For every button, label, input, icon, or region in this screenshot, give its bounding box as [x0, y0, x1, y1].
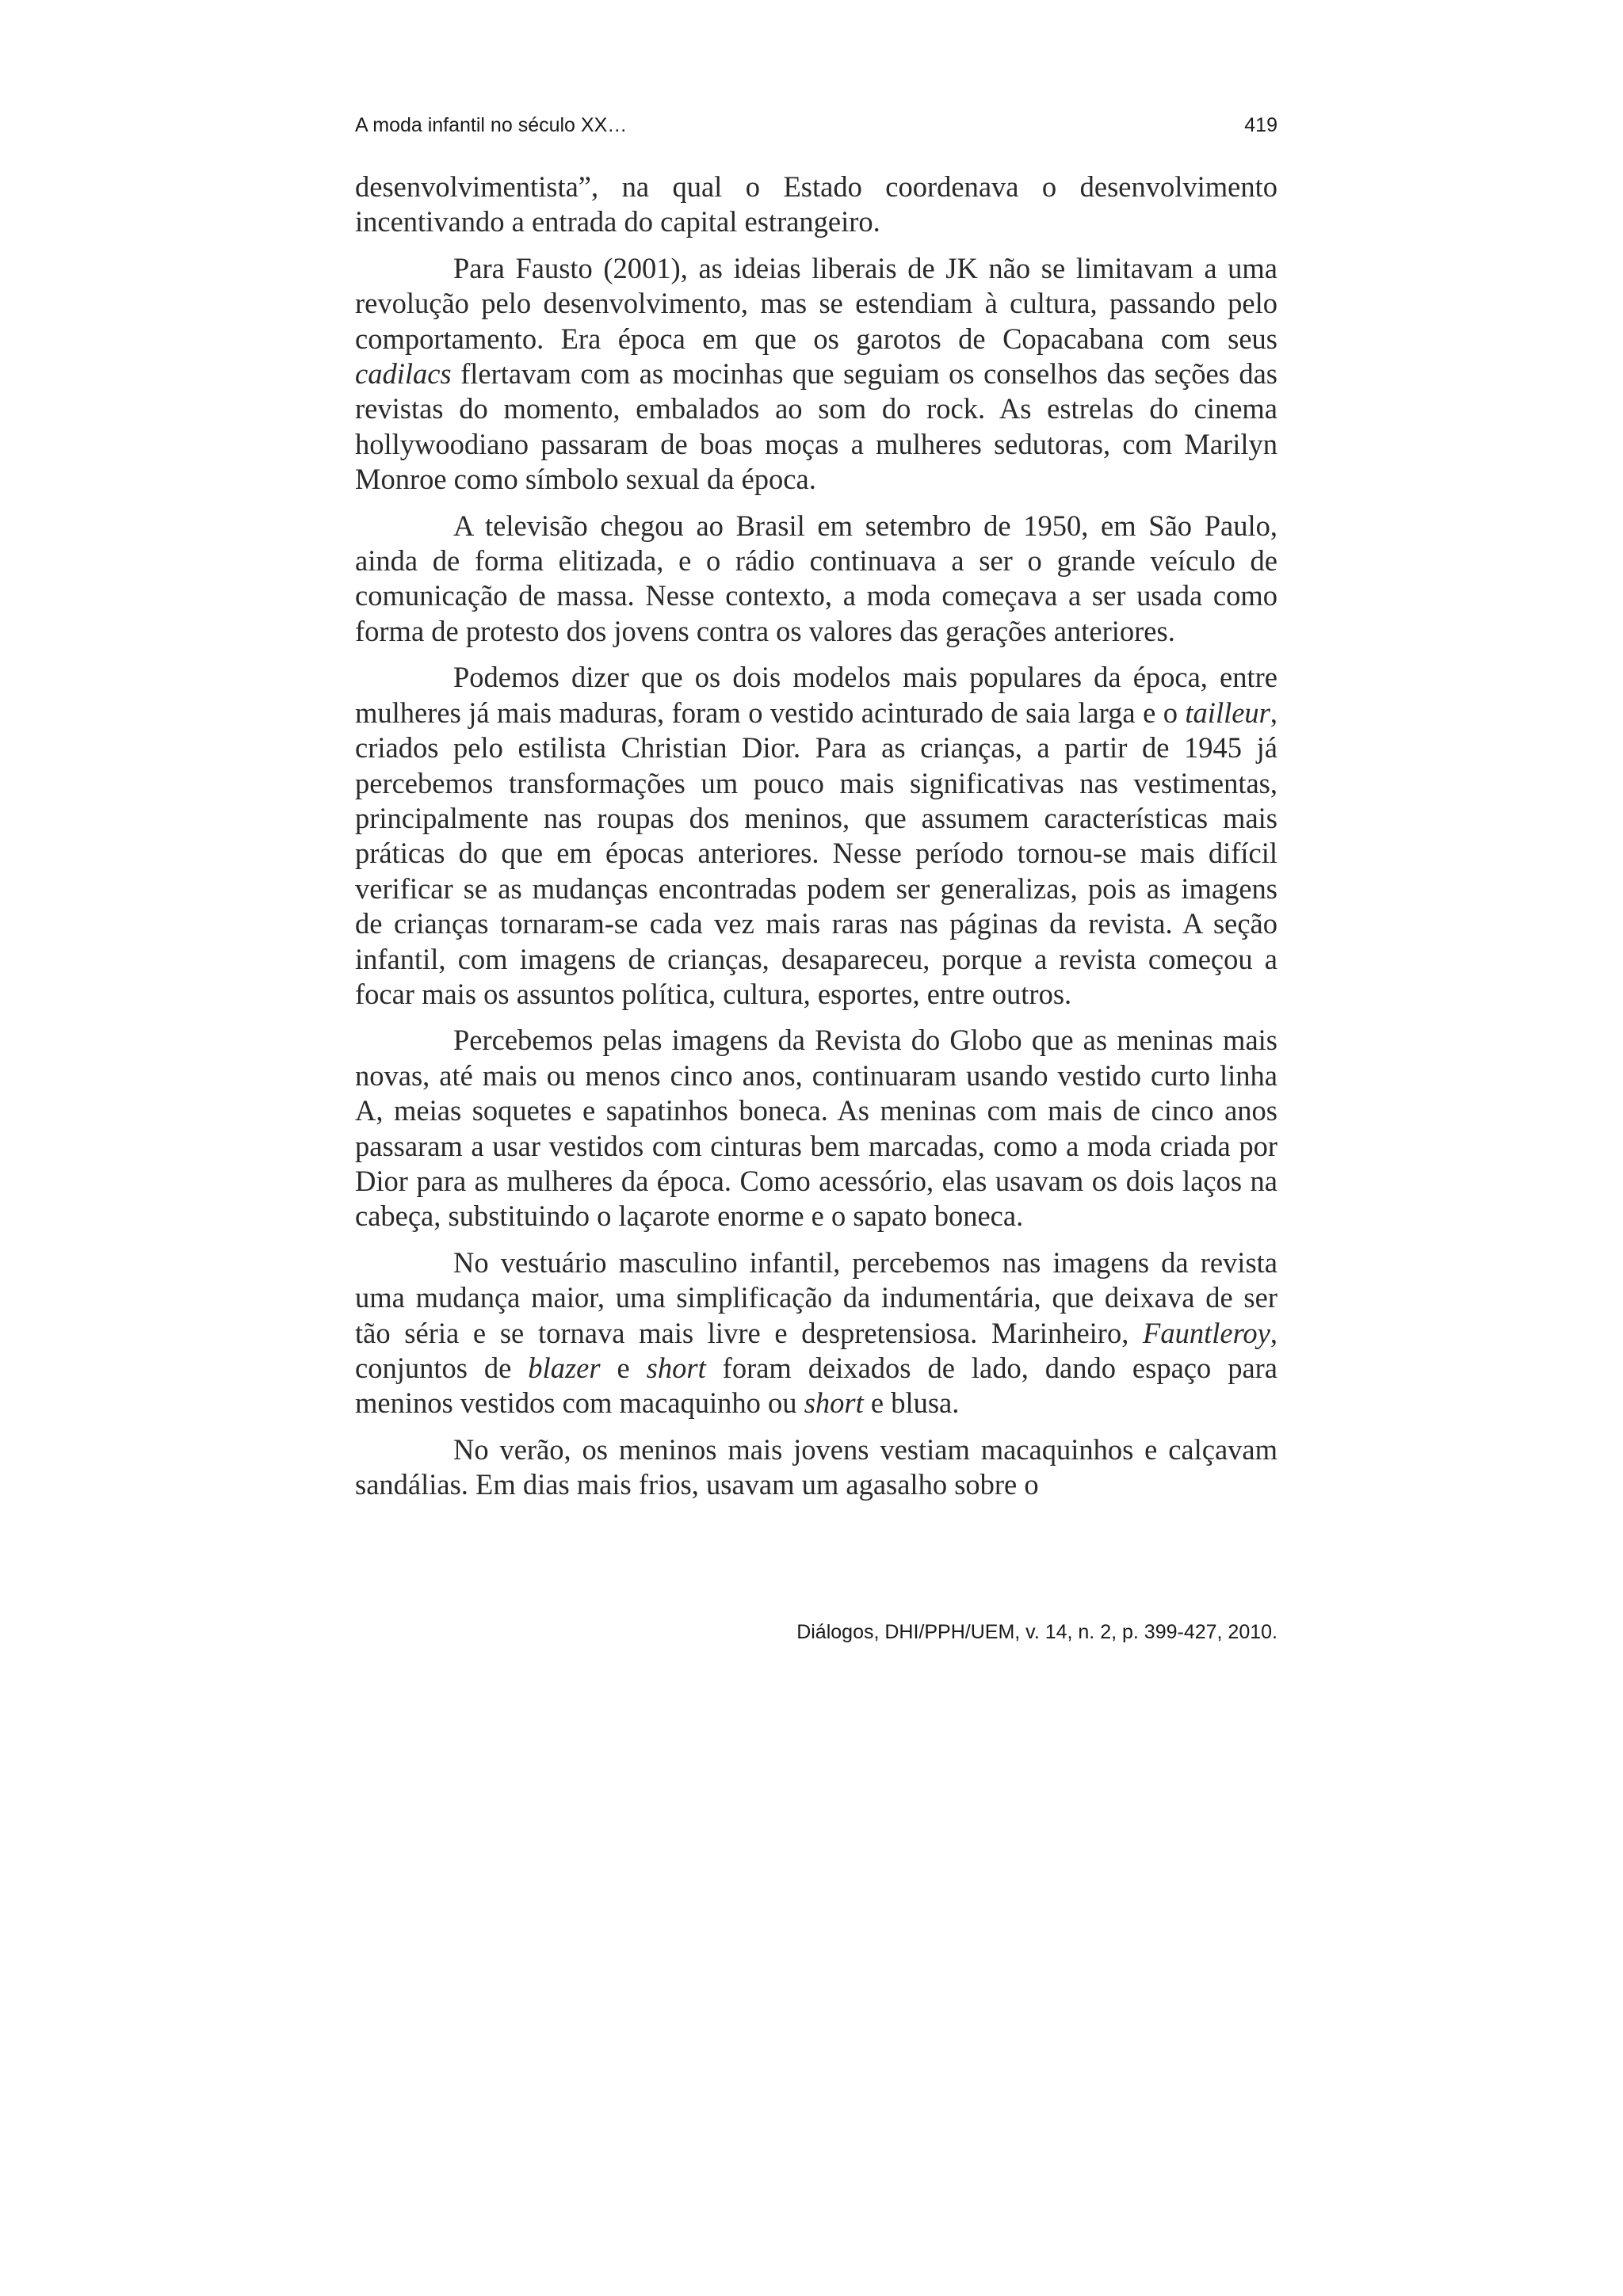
body-paragraph: [355, 1432, 1277, 1503]
running-title: A moda infantil no século XX…: [355, 114, 628, 136]
body-paragraph: [355, 170, 1277, 240]
paragraph-text: , conjuntos de: [355, 1316, 1277, 1384]
body-paragraph: [355, 1245, 1277, 1421]
page-header: [355, 114, 1277, 146]
paragraph-text: Para Fausto (2001), as ideias liberais de JK não se limitavam a uma revolução pelo desenvolvimento, mas se estendiam à cultura, passando pelo comportamento. Era época em que os garotos de Copacabana com seus: [355, 251, 1277, 355]
paragraph-text: No vestuário masculino infantil, percebemos nas imagens da revista uma mudança maior, uma simplificação da indumentária, que deixava de ser tão séria e se tornava mais livre e despretensiosa. Marinheiro,: [355, 1245, 1277, 1349]
paragraph-text: Percebemos pelas imagens da Revista do Globo que as meninas mais novas, até mais ou menos cinco anos, continuaram usando vestido curto linha A, meias soquetes e sapatinhos boneca. As meninas com mais de cinco anos passaram a usar vestidos com cinturas bem marcadas, como a moda criada por Dior para as mulheres da época. Como acessório, elas usavam os dois laços na cabeça, substituindo o laçarote enorme e o sapato boneca.: [355, 1024, 1277, 1233]
paragraph-text: desenvolvimentista”, na qual o Estado coordenava o desenvolvimento incentivando a entrada do capital estrangeiro.: [355, 170, 1277, 238]
italic-term: blazer: [528, 1352, 601, 1384]
paragraph-text: e blusa.: [863, 1386, 960, 1420]
paragraph-text: foram deixados de lado, dando espaço para meninos vestidos com macaquinho ou: [355, 1352, 1277, 1420]
paragraph-text: A televisão chegou ao Brasil em setembro de 1950, em São Paulo, ainda de forma elitizada, e o rádio continuava a ser o grande veículo de comunicação de massa. Nesse contexto, a moda começava a ser usada como forma de protesto dos jovens contra os valores das gerações anteriores.: [355, 509, 1277, 647]
paragraph-text: No verão, os meninos mais jovens vestiam macaquinhos e calçavam sandálias. Em dias mais frios, usavam um agasalho sobre o: [355, 1432, 1277, 1501]
body-paragraph: [355, 1023, 1277, 1234]
article-body: [355, 170, 1277, 1514]
italic-term: cadilacs: [355, 357, 452, 391]
body-paragraph: [355, 660, 1277, 1012]
paragraph-text: e: [600, 1352, 647, 1384]
paragraph-text: flertavam com as mocinhas que seguiam os conselhos das seções das revistas do momento, embalados ao som do rock. As estrelas do cinema hollywoodiano passaram de boas moças a mulheres sedutoras, com Marilyn Monroe como símbolo sexual da época.: [355, 357, 1277, 496]
page-number: 419: [1244, 114, 1277, 136]
italic-term: tailleur: [1185, 696, 1270, 729]
italic-term: short: [646, 1352, 706, 1384]
italic-term: Fauntleroy: [1143, 1316, 1270, 1349]
body-paragraph: [355, 509, 1277, 650]
journal-citation: Diálogos, DHI/PPH/UEM, v. 14, n. 2, p. 399-427, 2010.: [796, 1621, 1277, 1643]
paragraph-text: , criados pelo estilista Christian Dior. Para as crianças, a partir de 1945 já percebemos transformações um pouco mais significativas nas vestimentas, principalmente nas roupas dos meninos, que assumem características mais práticas do que em épocas anteriores. Nesse período tornou-se mais difícil verificar se as mudanças encontradas podem ser generalizas, pois as imagens de crianças tornaram-se cada vez mais raras nas páginas da revista. A seção infantil, com imagens de crianças, desapareceu, porque a revista começou a focar mais os assuntos política, cultura, esportes, entre outros.: [355, 696, 1277, 1010]
paragraph-text: Podemos dizer que os dois modelos mais populares da época, entre mulheres já mais maduras, foram o vestido acinturado de saia larga e o: [355, 661, 1277, 729]
body-paragraph: [355, 251, 1277, 498]
italic-term: short: [804, 1386, 864, 1420]
